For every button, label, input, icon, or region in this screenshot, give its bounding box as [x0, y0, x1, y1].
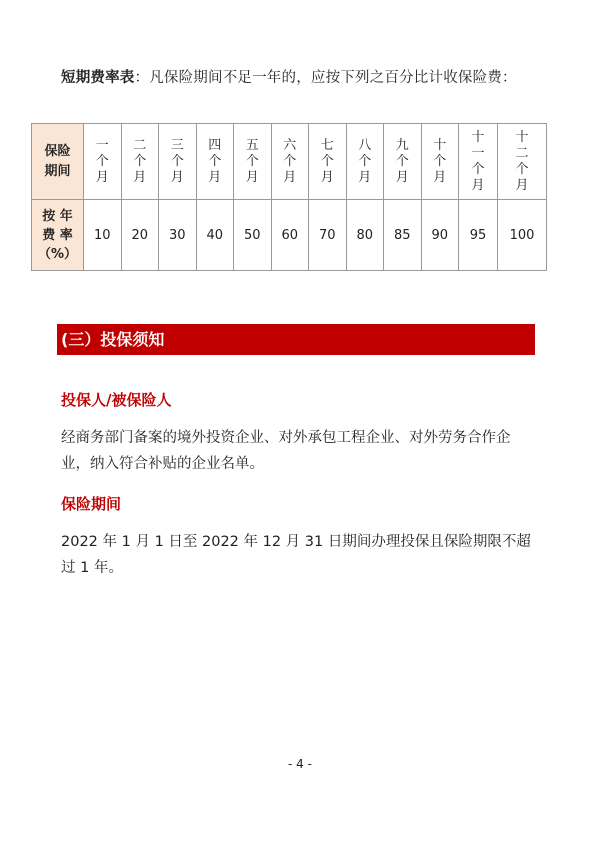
rate-cell: 100 — [498, 200, 547, 271]
intro-line — [61, 66, 517, 87]
month-cell — [346, 124, 384, 200]
month-label: 七个月 — [320, 137, 334, 185]
period-heading: 保险期间 — [61, 495, 122, 513]
intro-text: ：凡保险期间不足一年的，应按下列之百分比计收保险费： — [134, 70, 517, 86]
section-title-bar — [57, 324, 535, 355]
insured-text: 经商务部门备案的境外投资企业、对外承包工程企业、对外劳务合作企业，纳入符合补贴的企业名单。 — [61, 430, 511, 472]
short-term-rate-table — [31, 123, 547, 271]
month-label: 一个月 — [95, 137, 109, 185]
month-cell — [498, 124, 547, 200]
period-row — [32, 124, 547, 200]
rate-header-line-3: （%） — [37, 246, 78, 262]
month-cell — [121, 124, 159, 200]
month-cell — [271, 124, 309, 200]
month-cell — [196, 124, 234, 200]
month-cell — [84, 124, 122, 200]
intro-bold-label: 短期费率表 — [61, 70, 135, 86]
rate-cell: 10 — [84, 200, 122, 271]
month-label: 八个月 — [358, 137, 372, 185]
month-label: 十一个月 — [471, 129, 485, 193]
month-cell — [421, 124, 459, 200]
month-cell — [159, 124, 197, 200]
insured-heading: 投保人/被保险人 — [61, 391, 172, 409]
month-cell — [459, 124, 498, 200]
rate-cell: 50 — [234, 200, 272, 271]
rate-cell: 60 — [271, 200, 309, 271]
rate-header-line-1: 按 年 — [42, 208, 73, 224]
rate-cell: 80 — [346, 200, 384, 271]
month-label: 四个月 — [208, 137, 222, 185]
rate-header-line-2: 费 率 — [42, 227, 73, 243]
rate-cell: 20 — [121, 200, 159, 271]
period-text: 2022 年 1 月 1 日至 2022 年 12 月 31 日期间办理投保且保险期限不超过 1 年。 — [61, 534, 531, 576]
month-label: 十二个月 — [515, 129, 529, 193]
month-label: 五个月 — [245, 137, 259, 185]
month-cell — [384, 124, 422, 200]
rate-cell: 85 — [384, 200, 422, 271]
rate-header-cell — [32, 200, 84, 271]
month-label: 六个月 — [283, 137, 297, 185]
month-label: 九个月 — [395, 137, 409, 185]
period-header-cell — [32, 124, 84, 200]
month-label: 三个月 — [170, 137, 184, 185]
rate-cell: 90 — [421, 200, 459, 271]
month-label: 二个月 — [133, 137, 147, 185]
rate-cell: 30 — [159, 200, 197, 271]
period-header-label: 保险期间 — [44, 143, 71, 179]
rate-cell: 95 — [459, 200, 498, 271]
rate-cell: 40 — [196, 200, 234, 271]
month-cell — [234, 124, 272, 200]
page-number: - 4 - — [288, 757, 312, 771]
month-label: 十个月 — [433, 137, 447, 185]
rate-row — [32, 200, 547, 271]
rate-cell: 70 — [309, 200, 347, 271]
month-cell — [309, 124, 347, 200]
section-title: (三）投保须知 — [61, 330, 165, 349]
